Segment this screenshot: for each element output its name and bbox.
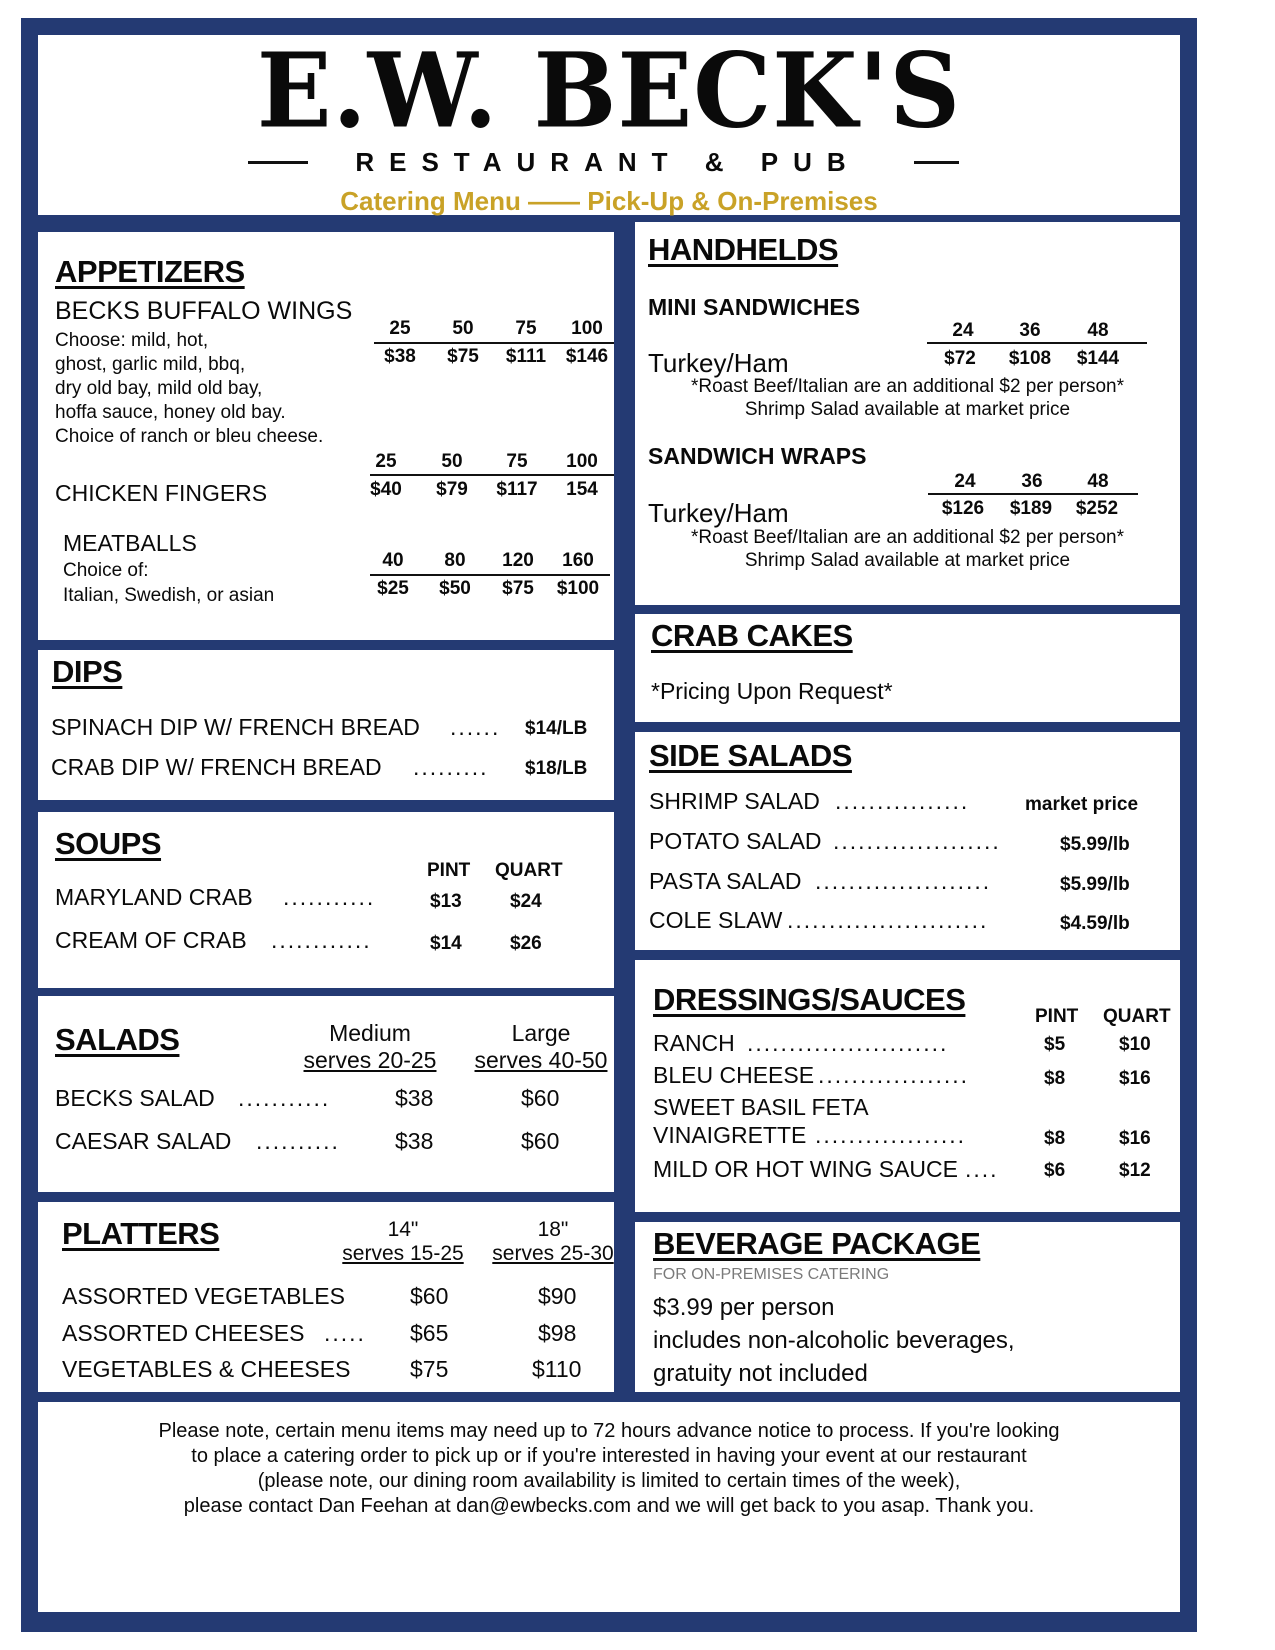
- salad-item-1-medium: $38: [395, 1085, 434, 1111]
- soup-item-2-name: CREAM OF CRAB: [55, 927, 247, 953]
- wraps-item: Turkey/Ham: [648, 498, 789, 528]
- platter-item-2-leader: .....: [324, 1320, 366, 1346]
- meatballs-price-4: $100: [556, 578, 600, 599]
- wings-price-4: $146: [565, 346, 609, 367]
- meatballs-size-1: 40: [382, 550, 404, 571]
- side-salad-4-leader: ........................: [787, 907, 989, 933]
- soup-item-2-pint: $14: [430, 933, 462, 954]
- platters-section: [38, 1202, 614, 1392]
- soup-item-1-pint: $13: [430, 891, 462, 912]
- dressing-3-name-line2: VINAIGRETTE: [653, 1122, 807, 1148]
- menu-subtitle: Catering Menu —— Pick-Up & On-Premises: [340, 186, 878, 216]
- side-salad-2-name: POTATO SALAD: [649, 828, 822, 854]
- salad-item-2-name: CAESAR SALAD: [55, 1128, 232, 1154]
- wings-desc-3: dry old bay, mild old bay,: [55, 378, 263, 399]
- dressing-3-leader: ..................: [815, 1122, 967, 1148]
- salad-item-1-large: $60: [521, 1085, 560, 1111]
- brand-name: E.W. BECK'S: [256, 31, 962, 152]
- meatballs-desc-2: Italian, Swedish, or asian: [63, 585, 275, 606]
- platters-heading: PLATTERS: [62, 1216, 220, 1251]
- side-salad-3-price: $5.99/lb: [1060, 874, 1130, 895]
- dressing-1-pint: $5: [1044, 1034, 1066, 1055]
- beverage-line-1: includes non-alcoholic beverages,: [653, 1327, 1015, 1354]
- soups-heading: SOUPS: [55, 826, 162, 861]
- wraps-note-2: Shrimp Salad available at market price: [744, 550, 1071, 571]
- mini-price-3: $144: [1076, 348, 1120, 369]
- beverage-heading: BEVERAGE PACKAGE: [653, 1226, 981, 1261]
- platter-item-2-large: $98: [538, 1320, 577, 1346]
- side-salad-2-price: $5.99/lb: [1060, 834, 1130, 855]
- soup-item-1-name: MARYLAND CRAB: [55, 884, 253, 910]
- wings-size-3: 75: [515, 318, 537, 339]
- side-salad-2-leader: ....................: [833, 828, 1001, 854]
- footer-line-2: to place a catering order to pick up or if you're interested in having your event at our restaurant: [191, 1445, 1027, 1467]
- wings-desc-1: Choose: mild, hot,: [55, 330, 209, 351]
- dressing-2-pint: $8: [1044, 1068, 1066, 1089]
- fingers-price-4: 154: [566, 479, 598, 500]
- wings-price-1: $38: [384, 346, 416, 367]
- platters-col-18-serves: serves 25-30: [492, 1242, 614, 1265]
- dressing-2-name: BLEU CHEESE: [653, 1062, 815, 1088]
- salads-heading: SALADS: [55, 1022, 180, 1057]
- mini-size-3: 48: [1087, 320, 1109, 341]
- soup-item-1-quart: $24: [510, 891, 542, 912]
- salads-section: [38, 996, 614, 1192]
- dip-item-1-name: SPINACH DIP W/ FRENCH BREAD: [51, 714, 420, 740]
- wings-desc-4: hoffa sauce, honey old bay.: [55, 402, 286, 423]
- platter-item-1-small: $60: [410, 1283, 449, 1309]
- fingers-size-3: 75: [506, 451, 528, 472]
- side-salad-4-price: $4.59/lb: [1060, 913, 1130, 934]
- dressings-col-quart: QUART: [1103, 1006, 1171, 1027]
- fingers-price-3: $117: [496, 479, 538, 500]
- platters-col-14-size: 14": [387, 1218, 419, 1241]
- dressing-4-pint: $6: [1044, 1160, 1066, 1181]
- dressing-4-leader: ....: [965, 1156, 999, 1182]
- meatballs-rule: [370, 574, 610, 576]
- brand-tagline: RESTAURANT & PUB: [355, 147, 861, 177]
- footer-notice: [38, 1402, 1180, 1612]
- beverage-section: [635, 1222, 1180, 1392]
- meatballs-size-3: 120: [502, 550, 534, 571]
- salad-item-1-name: BECKS SALAD: [55, 1085, 215, 1111]
- wraps-size-3: 48: [1087, 471, 1109, 492]
- wraps-price-3: $252: [1075, 498, 1119, 519]
- fingers-size-4: 100: [566, 451, 598, 472]
- dip-item-2-price: $18/LB: [525, 758, 588, 779]
- mini-sandwiches-name: MINI SANDWICHES: [648, 294, 861, 320]
- side-salad-1-price: market price: [1025, 794, 1139, 815]
- tagline-rule-left: [248, 161, 308, 164]
- meatballs-desc-1: Choice of:: [63, 560, 149, 581]
- meatballs-size-4: 160: [562, 550, 594, 571]
- platters-col-18-size: 18": [537, 1218, 569, 1241]
- meatballs-size-2: 80: [444, 550, 466, 571]
- sandwich-wraps-name: SANDWICH WRAPS: [648, 443, 867, 469]
- platter-item-3-small: $75: [410, 1356, 449, 1382]
- wraps-size-1: 24: [954, 471, 976, 492]
- dressing-1-name: RANCH: [653, 1030, 735, 1056]
- salad-item-1-leader: ...........: [238, 1085, 331, 1111]
- dips-section: [38, 650, 614, 800]
- platter-item-2-name: ASSORTED CHEESES: [62, 1320, 305, 1346]
- dressing-3-pint: $8: [1044, 1128, 1066, 1149]
- mini-note-2: Shrimp Salad available at market price: [744, 399, 1071, 420]
- mini-note-1: *Roast Beef/Italian are an additional $2 per person*: [690, 376, 1125, 397]
- appetizers-section: [38, 232, 614, 640]
- wings-name: BECKS BUFFALO WINGS: [55, 297, 353, 325]
- side-salad-1-leader: ................: [835, 788, 970, 814]
- wraps-note-1: *Roast Beef/Italian are an additional $2 per person*: [690, 527, 1125, 548]
- tagline-rule-right: [914, 161, 959, 164]
- dressing-3-name: SWEET BASIL FETA: [653, 1094, 869, 1120]
- wings-price-3: $111: [505, 346, 547, 367]
- appetizers-heading: APPETIZERS: [55, 254, 245, 289]
- wraps-size-2: 36: [1021, 471, 1043, 492]
- footer-line-4: please contact Dan Feehan at dan@ewbecks.com and we will get back to you asap. Thank you.: [183, 1495, 1035, 1517]
- mini-price-2: $108: [1008, 348, 1052, 369]
- wings-rule: [374, 342, 614, 344]
- beverage-subtitle: FOR ON-PREMISES CATERING: [653, 1266, 890, 1283]
- mini-price-1: $72: [944, 348, 976, 369]
- soups-col-pint: PINT: [427, 860, 471, 881]
- salads-col-medium-serves: serves 20-25: [303, 1047, 437, 1073]
- dressing-4-quart: $12: [1119, 1160, 1151, 1181]
- platter-item-3-name: VEGETABLES & CHEESES: [62, 1356, 351, 1382]
- platter-item-1-large: $90: [538, 1283, 577, 1309]
- salads-col-large-size: Large: [511, 1020, 571, 1046]
- meatballs-price-2: $50: [439, 578, 471, 599]
- fingers-size-2: 50: [441, 451, 463, 472]
- wings-size-1: 25: [389, 318, 411, 339]
- dip-item-1-leader: ......: [450, 714, 501, 740]
- wraps-price-1: $126: [941, 498, 985, 519]
- salads-col-medium-size: Medium: [329, 1020, 411, 1046]
- soup-item-2-quart: $26: [510, 933, 542, 954]
- wings-desc-2: ghost, garlic mild, bbq,: [55, 354, 246, 375]
- wings-desc-5: Choice of ranch or bleu cheese.: [55, 426, 324, 447]
- header: [38, 31, 1180, 216]
- footer-line-1: Please note, certain menu items may need up to 72 hours advance notice to process. If you're looking: [158, 1420, 1060, 1442]
- mini-size-2: 36: [1019, 320, 1041, 341]
- dressing-3-quart: $16: [1119, 1128, 1151, 1149]
- platter-item-1-name: ASSORTED VEGETABLES: [62, 1283, 345, 1309]
- wings-size-4: 100: [571, 318, 603, 339]
- soups-section: [38, 812, 614, 988]
- dip-item-2-name: CRAB DIP W/ FRENCH BREAD: [51, 754, 382, 780]
- platter-item-3-large: $110: [532, 1356, 582, 1382]
- salad-item-2-large: $60: [521, 1128, 560, 1154]
- handhelds-heading: HANDHELDS: [648, 232, 839, 267]
- dips-heading: DIPS: [52, 654, 123, 689]
- side-salad-3-leader: .....................: [815, 868, 992, 894]
- beverage-line-2: gratuity not included: [653, 1360, 868, 1387]
- mini-rule: [927, 342, 1147, 344]
- dressing-2-quart: $16: [1119, 1068, 1151, 1089]
- wings-size-2: 50: [452, 318, 474, 339]
- footer-line-3: (please note, our dining room availability is limited to certain times of the week),: [257, 1470, 961, 1492]
- salad-item-2-leader: ..........: [256, 1128, 340, 1154]
- fingers-price-2: $79: [436, 479, 468, 500]
- mini-item: Turkey/Ham: [648, 348, 789, 378]
- handhelds-section: [635, 222, 1180, 605]
- wraps-price-2: $189: [1009, 498, 1053, 519]
- dip-item-2-leader: .........: [413, 754, 489, 780]
- dressings-heading: DRESSINGS/SAUCES: [653, 982, 966, 1017]
- dressing-1-quart: $10: [1119, 1034, 1151, 1055]
- dressings-section: [635, 960, 1180, 1212]
- dressing-1-leader: ........................: [747, 1030, 949, 1056]
- beverage-price: $3.99 per person: [653, 1294, 835, 1321]
- side-salad-3-name: PASTA SALAD: [649, 868, 802, 894]
- meatballs-price-3: $75: [502, 578, 534, 599]
- platters-col-14-serves: serves 15-25: [342, 1242, 464, 1265]
- soups-col-quart: QUART: [495, 860, 563, 881]
- dressing-4-name: MILD OR HOT WING SAUCE: [653, 1156, 958, 1182]
- salads-col-large-serves: serves 40-50: [474, 1047, 608, 1073]
- side-salads-section: [635, 732, 1180, 950]
- salad-item-2-medium: $38: [395, 1128, 434, 1154]
- dressing-2-leader: ..................: [818, 1062, 970, 1088]
- platter-item-2-small: $65: [410, 1320, 449, 1346]
- soup-item-2-leader: ............: [271, 927, 372, 953]
- side-salad-1-name: SHRIMP SALAD: [649, 788, 820, 814]
- dressings-col-pint: PINT: [1035, 1006, 1079, 1027]
- meatballs-price-1: $25: [377, 578, 409, 599]
- side-salads-heading: SIDE SALADS: [649, 738, 852, 773]
- side-salad-4-name: COLE SLAW: [649, 907, 783, 933]
- fingers-name: CHICKEN FINGERS: [55, 480, 268, 506]
- fingers-price-1: $40: [370, 479, 402, 500]
- wings-price-2: $75: [447, 346, 479, 367]
- wraps-rule: [928, 493, 1138, 495]
- crab-cakes-section: [635, 614, 1180, 722]
- fingers-rule: [370, 474, 614, 476]
- mini-size-1: 24: [952, 320, 974, 341]
- crab-cakes-heading: CRAB CAKES: [651, 618, 853, 653]
- crab-cakes-note: *Pricing Upon Request*: [651, 678, 893, 704]
- meatballs-name: MEATBALLS: [63, 530, 197, 556]
- fingers-size-1: 25: [375, 451, 397, 472]
- dip-item-1-price: $14/LB: [525, 718, 588, 739]
- soup-item-1-leader: ...........: [283, 884, 376, 910]
